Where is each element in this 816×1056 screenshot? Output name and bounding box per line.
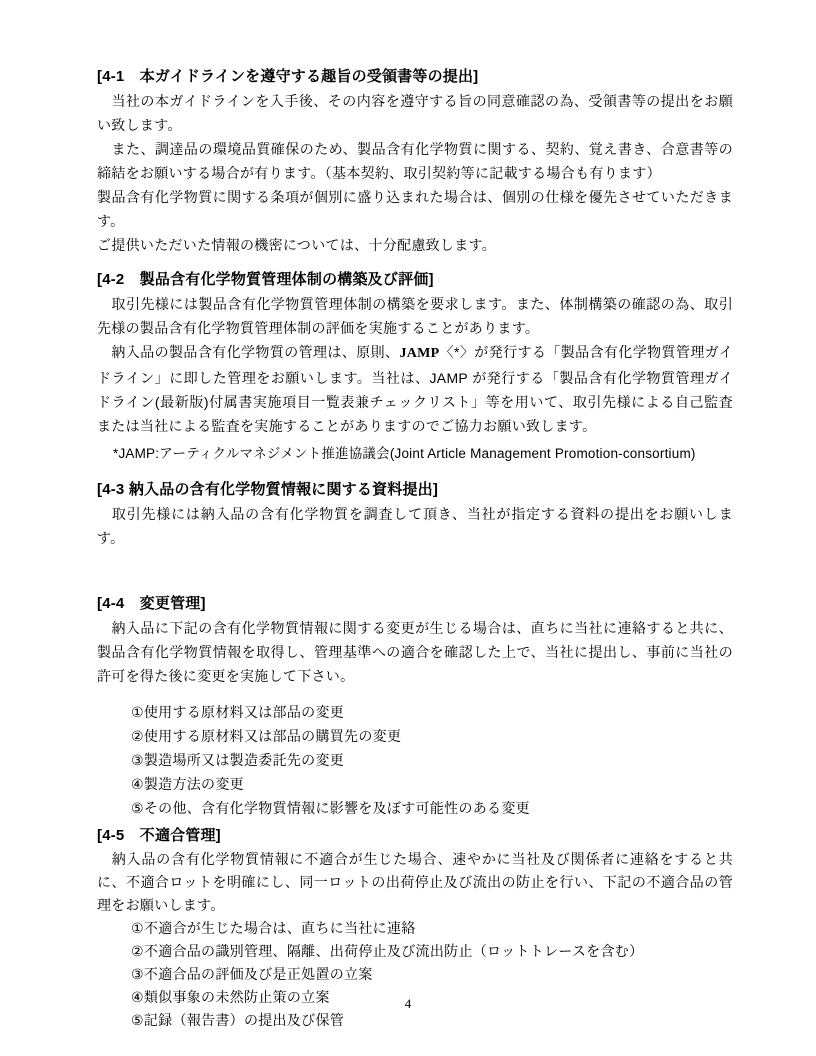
section-4-2: [97, 268, 733, 466]
jamp-acronym: JAMP: [399, 346, 440, 361]
list-item: ③製造場所又は製造委託先の変更: [131, 752, 345, 768]
paragraph-text: 〈*〉が発行する「製品含有化学物質管理ガイドライン」に即した管理をお願いします。当社は、JAMP が発行する「製品含有化学物質管理ガイドライン(最新版)付属書実施項目一覧表兼チェックリスト」等を用いて、取引先様による自己監査または当社による監査を実施することがありますのでご協力お願い致します。: [97, 344, 733, 434]
section-4-4-heading: [4-4 変更管理]: [97, 595, 206, 612]
section-4-1: [97, 65, 733, 257]
list-item: ⑤その他、含有化学物質情報に影響を及ぼす可能性のある変更: [131, 800, 530, 816]
section-4-2-heading: [4-2 製品含有化学物質管理体制の構築及び評価]: [97, 271, 434, 288]
section-4-4: [97, 592, 733, 820]
list-item: ④類似事象の未然防止策の立案: [131, 989, 330, 1005]
section-4-3-paragraph: 取引先様には納入品の含有化学物質を調査して頂き、当社が指定する資料の提出をお願いします。: [97, 506, 733, 546]
section-4-3-heading: [4-3 納入品の含有化学物質情報に関する資料提出]: [97, 481, 439, 498]
section-4-1-heading: [4-1 本ガイドラインを遵守する趣旨の受領書等の提出]: [97, 68, 479, 85]
section-4-1-paragraph: ご提供いただいた情報の機密については、十分配慮致します。: [97, 237, 496, 253]
document-content: [97, 65, 733, 1032]
section-4-1-paragraph: また、調達品の環境品質確保のため、製品含有化学物質に関する、契約、覚え書き、合意書等の締結をお願いする場合が有ります。（基本契約、取引契約等に記載する場合も有ります）: [97, 141, 733, 181]
page-number: 4: [404, 996, 412, 1011]
list-item: ②使用する原材料又は部品の購買先の変更: [131, 728, 402, 744]
section-4-4-list: [97, 700, 733, 820]
section-4-2-paragraph: [97, 340, 733, 438]
section-4-5-list: [97, 917, 733, 1032]
list-item: ⑤記録（報告書）の提出及び保管: [131, 1012, 345, 1028]
section-4-1-paragraph: 製品含有化学物質に関する条項が個別に盛り込まれた場合は、個別の仕様を優先させていただきます。: [97, 189, 733, 229]
list-item: ③不適合品の評価及び是正処置の立案: [131, 966, 373, 982]
section-4-3: [97, 478, 733, 550]
section-4-1-paragraph: 当社の本ガイドラインを入手後、その内容を遵守する旨の同意確認の為、受領書等の提出をお願い致します。: [97, 93, 733, 133]
list-item: ①使用する原材料又は部品の変更: [131, 704, 345, 720]
list-item: ①不適合が生じた場合は、直ちに当社に連絡: [131, 920, 416, 936]
list-item: ②不適合品の識別管理、隔離、出荷停止及び流出防止（ロットトレースを含む）: [131, 943, 644, 959]
section-4-4-paragraph: 納入品に下記の含有化学物質情報に関する変更が生じる場合は、直ちに当社に連絡すると共に、製品含有化学物質情報を取得し、管理基準への適合を確認した上で、当社に提出し、事前に当社の許可を得た後に変更を実施して下さい。: [97, 620, 733, 684]
section-4-5-heading: [4-5 不適合管理]: [97, 827, 221, 844]
paragraph-text: 納入品の製品含有化学物質の管理は、原則、: [97, 344, 400, 360]
jamp-footnote: *JAMP:アーティクルマネジメント推進協議会(Joint Article Management Promotion-consortium): [113, 446, 696, 461]
section-4-2-paragraph: 取引先様には製品含有化学物質管理体制の構築を要求します。また、体制構築の確認の為、取引先様の製品含有化学物質管理体制の評価を実施することがあります。: [97, 296, 733, 336]
section-4-5-paragraph: 納入品の含有化学物質情報に不適合が生じた場合、速やかに当社及び関係者に連絡をすると共に、不適合ロットを明確にし、同一ロットの出荷停止及び流出の防止を行い、下記の不適合品の管理をお願いします。: [97, 851, 733, 913]
list-item: ④製造方法の変更: [131, 776, 244, 792]
